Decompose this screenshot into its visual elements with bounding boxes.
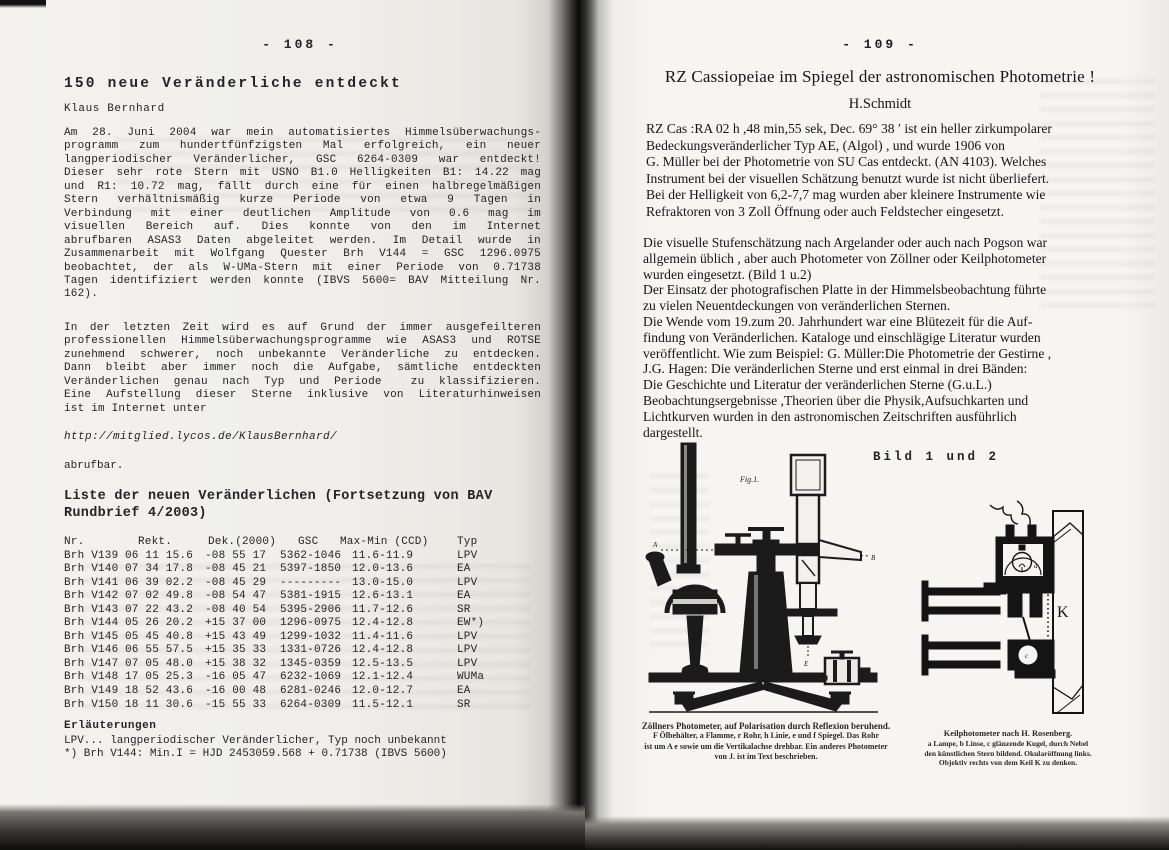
table-row: Brh V148 17 05 25.3 -16 05 47 6232-1069 12.1-12.4 WUMa bbox=[64, 671, 485, 684]
list-heading: Liste der neuen Veränderlichen (Fortsetzung von BAV Rundbrief 4/2003) bbox=[64, 489, 493, 521]
figure-reference-label: Bild 1 und 2 bbox=[873, 450, 1000, 464]
url-suffix-text: abrufbar. bbox=[64, 460, 124, 472]
article-author-right: H.Schmidt bbox=[848, 96, 912, 112]
scan-corner-artifact bbox=[0, 0, 46, 8]
article-paragraph-2: In der letzten Zeit wird es auf Grund der immer ausgefeilteren professionellen Himmelsüberwachungsprogramme wie ASAS3 und ROTSE zunehmend schwerer, noch unbekannte Veränderliche zu entdecken. Dann bleibt aber immer noch die Aufgabe, sämtliche entdeckten Veränderlichen genau nach Typ und Periode zu klassifizieren. Eine Aufstellung dieser Sterne inklusive von Literaturhinweisen ist im Internet unter bbox=[64, 322, 541, 415]
table-row: Brh V150 18 11 30.6 -15 55 33 6264-0309 11.5-12.1 SR bbox=[64, 698, 471, 711]
article-author-left: Klaus Bernhard bbox=[64, 103, 165, 115]
article-title-left: 150 neue Veränderliche entdeckt bbox=[64, 76, 402, 92]
book-gutter-shadow bbox=[548, 0, 612, 850]
page-bottom-shadow bbox=[0, 804, 585, 850]
zoellner-photometer-figure bbox=[645, 440, 880, 718]
figure1-mark-a: A bbox=[653, 541, 658, 549]
table-row: Brh V145 05 45 40.8 +15 43 49 1299-1032 11.4-11.6 LPV bbox=[64, 630, 478, 643]
page-number-right: - 109 - bbox=[842, 37, 918, 52]
figure2-mark-c: c bbox=[1025, 652, 1029, 660]
article-paragraph-1: Am 28. Juni 2004 war mein automatisiertes Himmelsüberwachungs- programm zum hundertfünfzigsten Mal erfolgreich, ein neuer langperiodischer Veränderlicher, GSC 6264-0309 war entdeckt! Dieser sehr rote Stern mit USNO B1.0 Helligkeiten B1: 14.22 mag und R1: 10.72 mag, fällt durch eine für einen halbregelmäßigen Stern verhältnismäßig kurze Periode von etwa 9 Tagen in Verbindung mit einer deutlichen Amplitude von 0.6 mag im visuellen Bereich auf. Dies konnte von den im Internet abrufbaren ASAS3 Daten abgeleitet werden. Im Detail wurde in Zusammenarbeit mit Wolfgang Quester Brh V144 = GSC 1296.0975 beobachtet, der als W-UMa-Stern mit einer Periode von 0.71738 Tagen identifiziert werden konnte (IBVS 5600= BAV Mitteilung Nr. 162). bbox=[64, 127, 541, 301]
figure1-label: Fig.1. bbox=[740, 475, 760, 484]
table-row: Brh V147 07 05 48.0 +15 38 32 1345-0359 12.5-13.5 LPV bbox=[64, 657, 478, 670]
figure1-mark-b: B bbox=[871, 554, 876, 562]
table-row: Brh V140 07 34 17.8 -08 45 21 5397-1850 12.0-13.6 EA bbox=[64, 563, 471, 576]
article-paragraph-right-1: RZ Cas :RA 02 h ,48 min,55 sek, Dec. 69° 38 ′ ist ein heller zirkumpolarer Bedeckungsveränderlicher Typ AE, (Algol) , und wurde 1906 von G. Müller bei der Photometrie von SU Cas entdeckt. (AN 4103). Welches Instrument bei der visuellen Schätzung benutzt wurde ist nicht überliefert. Bei der Helligkeit von 6,2-7,7 mag wurden aber kleinere Instrumente wie Refraktoren von 3 Zoll Öffnung oder auch Feldstecher eingesetzt. bbox=[646, 121, 1052, 219]
notes-heading: Erläuterungen bbox=[64, 720, 157, 732]
article-paragraph-right-2: Die visuelle Stufenschätzung nach Argelander oder auch nach Pogson war allgemein üblich , aber auch Photometer von Zöllner oder Keilphotometer wurden eingesetzt. (Bild 1 u.2) Der Einsatz der photografischen Platte in der Himmelsbeobachtung führte zu vielen Neuentdeckungen von veränderlichen Sternen. Die Wende vom 19.zum 20. Jahrhundert war eine Blütezeit für die Auf- findung von Veränderlichen. Kataloge und einschlägige Literatur wurden veröffentlicht. Wie zum Beispiel: G. Müller:Die Photometrie der Gestirne , J.G. Hagen: Die veränderlichen Sterne und erst einmal in drei Bänden: Die Geschichte und Literatur der veränderlichen Sterne (G.u.L.) Beobachtungsergebnisse ,Theorien über die Physik,Aufsuchkarten und Lichtkurven wurden in den astronomischen Zeitschriften ausführlich dargestellt. bbox=[643, 235, 1052, 440]
page-number-left: - 108 - bbox=[262, 37, 338, 52]
table-row: Brh V141 06 39 02.2 -08 45 29 --------- 13.0-15.0 LPV bbox=[64, 576, 478, 589]
keilphotometer-figure bbox=[920, 495, 1090, 720]
figure2-mark-a: a bbox=[1034, 562, 1038, 570]
page-bottom-shadow bbox=[585, 816, 1169, 850]
article-url-text: http://mitglied.lycos.de/KlausBernhard/ bbox=[64, 431, 338, 443]
figure1-caption: Zöllners Photometer, auf Polarisation durch Reflexion beruhend. F Ölbehälter, a Flamme, r Rohr, h Linie, e und f Spiegel. Das Rohr ist um A e sowie um die Vertikalachse drehbar. Ein anderes Photometer von J. ist im Text beschrieben. bbox=[641, 721, 891, 761]
table-row: Brh V149 18 52 43.6 -16 00 48 6281-0246 12.0-12.7 EA bbox=[64, 685, 471, 698]
table-row: Brh V144 05 26 20.2 +15 37 00 1296-0975 12.4-12.8 EW*) bbox=[64, 617, 485, 630]
figure2-caption: Keilphotometer nach H. Rosenberg. a Lampe, b Linse, c glänzende Kugel, durch Nebel den künstlichen Stern bildend. Okularöffnung links. Objektiv rechts von dem Keil K zu denken. bbox=[924, 729, 1092, 768]
table-header-row: Nr. Rekt. Dek.(2000) GSC Max-Min (CCD) Typ bbox=[64, 536, 478, 548]
table-row: Brh V142 07 02 49.8 -08 54 47 5381-1915 12.6-13.1 EA bbox=[64, 590, 471, 603]
variable-star-table bbox=[64, 536, 542, 712]
table-row: Brh V146 06 55 57.5 +15 35 33 1331-0726 12.4-12.8 LPV bbox=[64, 644, 478, 657]
figure2-mark-k: K bbox=[1057, 604, 1069, 621]
table-row: Brh V139 06 11 15.6 -08 55 17 5362-1046 11.6-11.9 LPV bbox=[64, 549, 478, 562]
table-row: Brh V143 07 22 43.2 -08 40 54 5395-2906 11.7-12.6 SR bbox=[64, 603, 471, 616]
article-title-right: RZ Cassiopeiae im Spiegel der astronomischen Photometrie ! bbox=[664, 67, 1096, 86]
figure1-mark-e: E bbox=[804, 660, 809, 668]
notes-lines: LPV... langperiodischer Veränderlicher, Typ noch unbekannt *) Brh V144: Min.I = HJD 2453059.568 + 0.71738 (IBVS 5600) bbox=[64, 735, 447, 761]
